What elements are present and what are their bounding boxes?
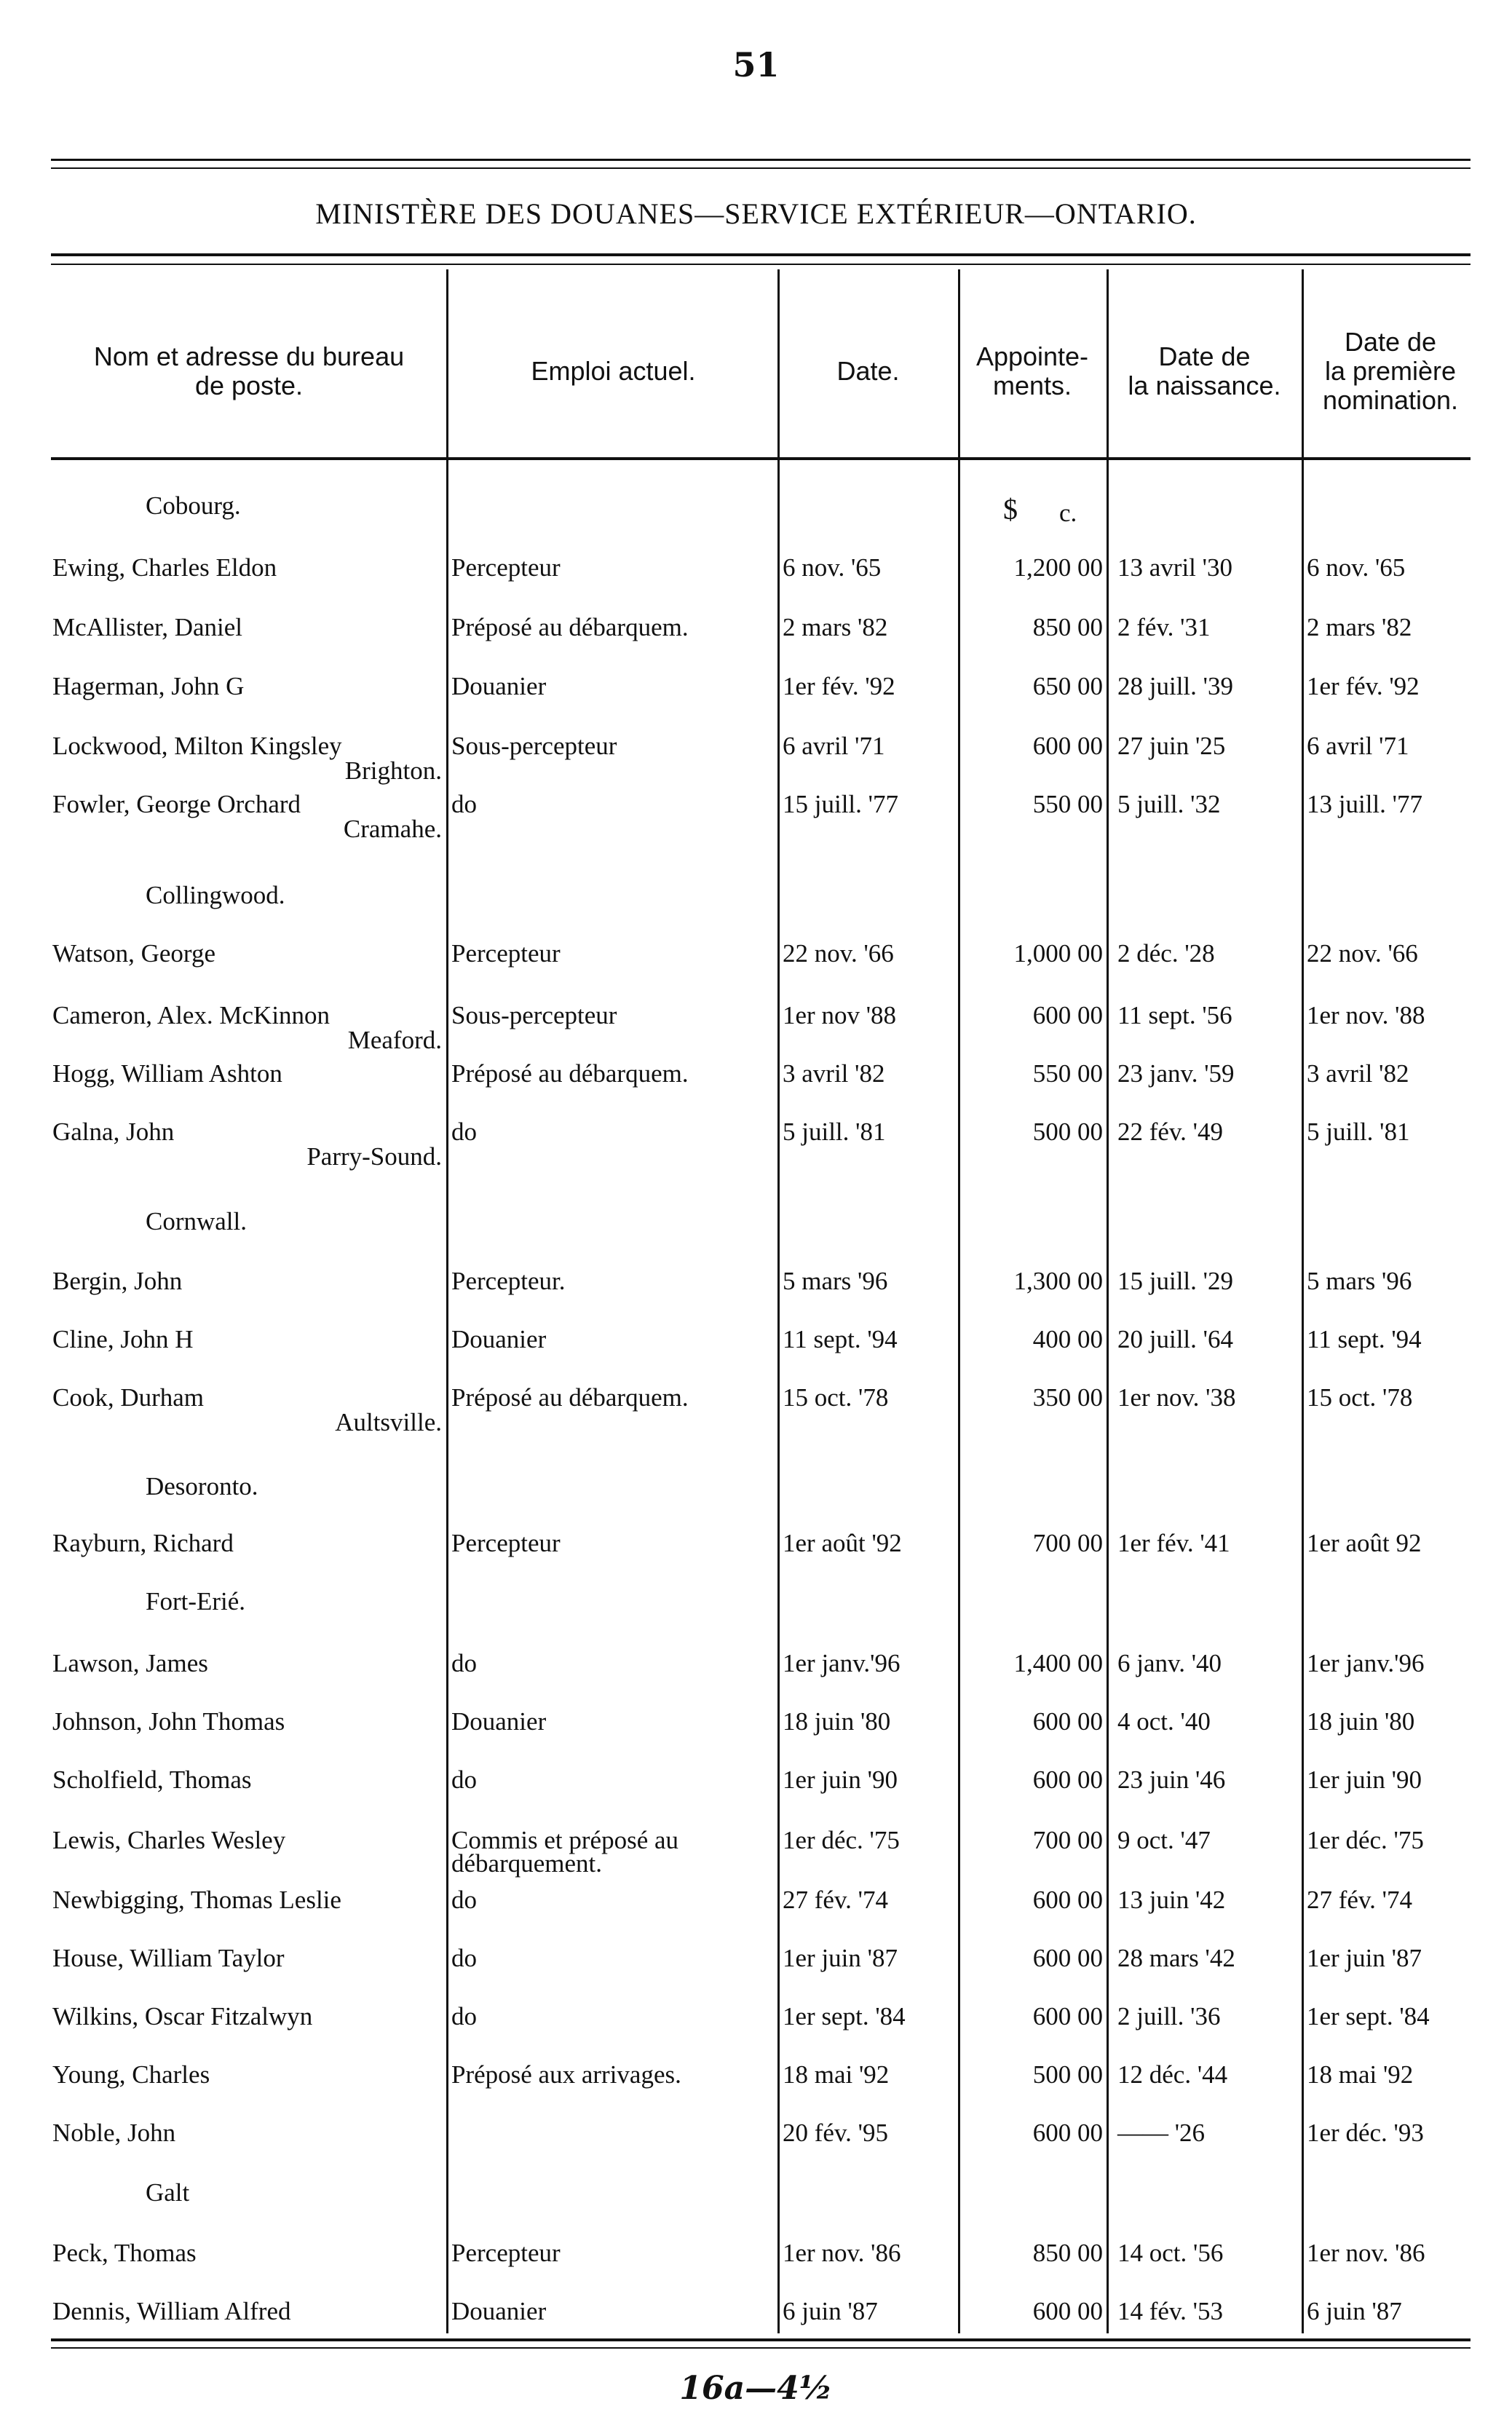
row-first-nomination: 27 fév. '74 xyxy=(1307,1886,1412,1914)
header-salary xyxy=(959,342,1105,400)
place-heading: Collingwood. xyxy=(146,881,285,909)
row-post-office: Brighton. xyxy=(344,756,442,785)
header-rule xyxy=(51,457,1471,460)
row-name: House, William Taylor xyxy=(52,1944,285,1972)
row-name: Newbigging, Thomas Leslie xyxy=(52,1886,341,1914)
col-divider-2 xyxy=(777,269,780,2333)
row-birth-date: 1er nov. '38 xyxy=(1117,1383,1236,1412)
row-employment: do xyxy=(451,1118,477,1146)
row-name: Rayburn, Richard xyxy=(52,1529,234,1557)
row-employment: Douanier xyxy=(451,1707,547,1736)
row-first-nomination: 3 avril '82 xyxy=(1307,1059,1409,1088)
page-number: 51 xyxy=(732,45,780,84)
top-rule-2 xyxy=(51,167,1471,169)
row-salary: 1,200 00 xyxy=(1013,553,1103,582)
row-first-nomination: 18 juin '80 xyxy=(1307,1707,1415,1736)
title-rule-1 xyxy=(51,253,1471,256)
row-first-nomination: 5 juill. '81 xyxy=(1307,1118,1410,1146)
row-birth-date: 14 fév. '53 xyxy=(1117,2297,1223,2325)
row-date: 15 oct. '78 xyxy=(783,1383,889,1412)
col-divider-4 xyxy=(1107,269,1109,2333)
row-salary: 600 00 xyxy=(1032,2002,1103,2030)
row-salary: 400 00 xyxy=(1032,1325,1103,1353)
row-salary: 700 00 xyxy=(1032,1826,1103,1854)
row-salary: 600 00 xyxy=(1032,1001,1103,1029)
row-first-nomination: 2 mars '82 xyxy=(1307,613,1412,641)
row-name: Wilkins, Oscar Fitzalwyn xyxy=(52,2002,313,2030)
row-birth-date: 9 oct. '47 xyxy=(1117,1826,1211,1854)
row-employment: Douanier xyxy=(451,672,547,700)
row-first-nomination: 1er nov. '86 xyxy=(1307,2239,1425,2267)
row-employment: Commis et préposé au xyxy=(451,1826,679,1854)
row-date: 2 mars '82 xyxy=(783,613,888,641)
row-name: Lewis, Charles Wesley xyxy=(52,1826,286,1854)
row-first-nomination: 5 mars '96 xyxy=(1307,1267,1412,1295)
row-date: 1er nov. '86 xyxy=(783,2239,901,2267)
row-employment: do xyxy=(451,1944,477,1972)
row-date: 3 avril '82 xyxy=(783,1059,885,1088)
row-employment: Percepteur xyxy=(451,939,561,968)
row-date: 6 avril '71 xyxy=(783,732,885,760)
row-date: 18 juin '80 xyxy=(783,1707,891,1736)
row-birth-date: 1er fév. '41 xyxy=(1117,1529,1230,1557)
row-first-nomination: 1er nov. '88 xyxy=(1307,1001,1425,1029)
row-date: 1er août '92 xyxy=(783,1529,902,1557)
row-birth-date: 20 juill. '64 xyxy=(1117,1325,1233,1353)
row-date: 20 fév. '95 xyxy=(783,2119,888,2147)
row-birth-date: 4 oct. '40 xyxy=(1117,1707,1211,1736)
place-heading: Cobourg. xyxy=(146,491,241,520)
row-first-nomination: 13 juill. '77 xyxy=(1307,790,1422,818)
row-date: 11 sept. '94 xyxy=(783,1325,898,1353)
header-salary-line1: Appointe- xyxy=(975,341,1089,371)
row-employment: Percepteur xyxy=(451,1529,561,1557)
row-date: 1er déc. '75 xyxy=(783,1826,900,1854)
row-name: Lockwood, Milton Kingsley xyxy=(52,732,342,760)
row-employment: do xyxy=(451,1649,477,1677)
row-salary: 550 00 xyxy=(1032,790,1103,818)
row-date: 18 mai '92 xyxy=(783,2060,890,2089)
row-birth-date: 14 oct. '56 xyxy=(1117,2239,1224,2267)
row-salary: 600 00 xyxy=(1032,2297,1103,2325)
row-birth-date: 13 avril '30 xyxy=(1117,553,1232,582)
row-salary: 500 00 xyxy=(1032,2060,1103,2089)
row-employment: Douanier xyxy=(451,2297,547,2325)
row-birth-date: 28 juill. '39 xyxy=(1117,672,1233,700)
header-birth xyxy=(1108,342,1301,400)
row-date: 1er sept. '84 xyxy=(783,2002,906,2030)
row-birth-date: 22 fév. '49 xyxy=(1117,1118,1223,1146)
row-post-office: Meaford. xyxy=(347,1026,442,1054)
header-birth-line1: Date de xyxy=(1158,341,1251,371)
row-birth-date: 5 juill. '32 xyxy=(1117,790,1221,818)
top-rule-1 xyxy=(51,159,1471,161)
row-name: Watson, George xyxy=(52,939,215,968)
row-first-nomination: 6 juin '87 xyxy=(1307,2297,1402,2325)
row-name: Johnson, John Thomas xyxy=(52,1707,285,1736)
row-first-nomination: 1er déc. '93 xyxy=(1307,2119,1424,2147)
row-employment: Préposé aux arrivages. xyxy=(451,2060,681,2089)
row-employment: do xyxy=(451,1886,477,1914)
row-name: Hagerman, John G xyxy=(52,672,245,700)
row-first-nomination: 15 oct. '78 xyxy=(1307,1383,1413,1412)
row-salary: 1,300 00 xyxy=(1013,1267,1103,1295)
row-employment: Percepteur. xyxy=(451,1267,566,1295)
header-employment: Emploi actuel. xyxy=(531,356,696,386)
row-birth-date: 23 juin '46 xyxy=(1117,1765,1226,1794)
row-employment: Sous-percepteur xyxy=(451,1001,617,1029)
row-name: Dennis, William Alfred xyxy=(52,2297,291,2325)
row-salary: 600 00 xyxy=(1032,1707,1103,1736)
row-first-nomination: 11 sept. '94 xyxy=(1307,1325,1422,1353)
row-first-nomination: 1er juin '87 xyxy=(1307,1944,1422,1972)
row-name: Young, Charles xyxy=(52,2060,210,2089)
row-salary: 600 00 xyxy=(1032,1944,1103,1972)
place-heading: Desoronto. xyxy=(146,1472,258,1500)
header-first-line3: nomination. xyxy=(1322,385,1459,415)
row-salary: 600 00 xyxy=(1032,1765,1103,1794)
header-name-line1: Nom et adresse du bureau xyxy=(93,341,405,371)
col-divider-1 xyxy=(446,269,448,2333)
header-first-line1: Date de xyxy=(1344,327,1437,357)
currency-dollar: $ xyxy=(1003,493,1018,526)
row-date: 5 mars '96 xyxy=(783,1267,888,1295)
row-birth-date: 12 déc. '44 xyxy=(1117,2060,1228,2089)
row-birth-date: 15 juill. '29 xyxy=(1117,1267,1233,1295)
row-first-nomination: 6 nov. '65 xyxy=(1307,553,1406,582)
row-date: 1er janv.'96 xyxy=(783,1649,901,1677)
row-salary: 850 00 xyxy=(1032,613,1103,641)
page-title: MINISTÈRE DES DOUANES—SERVICE EXTÉRIEUR—ONTARIO. xyxy=(315,197,1197,230)
row-employment: Préposé au débarquem. xyxy=(451,1383,689,1412)
row-employment: do xyxy=(451,1765,477,1794)
row-employment: do xyxy=(451,790,477,818)
header-salary-line2: ments. xyxy=(992,371,1072,400)
bottom-rule-2 xyxy=(51,2347,1471,2349)
header-first xyxy=(1303,328,1478,415)
footer-signature: 16a—4½ xyxy=(679,2370,833,2407)
row-name: Peck, Thomas xyxy=(52,2239,197,2267)
row-first-nomination: 1er déc. '75 xyxy=(1307,1826,1424,1854)
row-first-nomination: 1er sept. '84 xyxy=(1307,2002,1430,2030)
row-employment: Percepteur xyxy=(451,553,561,582)
row-birth-date: 2 fév. '31 xyxy=(1117,613,1211,641)
col-divider-5 xyxy=(1302,269,1304,2333)
row-salary: 600 00 xyxy=(1032,1886,1103,1914)
row-date: 5 juill. '81 xyxy=(783,1118,886,1146)
row-name: Fowler, George Orchard xyxy=(52,790,301,818)
row-date: 27 fév. '74 xyxy=(783,1886,888,1914)
row-salary: 500 00 xyxy=(1032,1118,1103,1146)
row-first-nomination: 18 mai '92 xyxy=(1307,2060,1414,2089)
row-post-office: Aultsville. xyxy=(335,1408,442,1436)
row-birth-date: 27 juin '25 xyxy=(1117,732,1226,760)
row-name: Cline, John H xyxy=(52,1325,194,1353)
row-employment: Préposé au débarquem. xyxy=(451,1059,689,1088)
row-name: Scholfield, Thomas xyxy=(52,1765,252,1794)
title-rule-2 xyxy=(51,264,1471,265)
row-birth-date: 6 janv. '40 xyxy=(1117,1649,1222,1677)
header-name-line2: de poste. xyxy=(194,371,304,400)
row-birth-date: 28 mars '42 xyxy=(1117,1944,1235,1972)
row-salary: 600 00 xyxy=(1032,732,1103,760)
row-birth-date: 23 janv. '59 xyxy=(1117,1059,1235,1088)
row-name: McAllister, Daniel xyxy=(52,613,243,641)
row-name: Bergin, John xyxy=(52,1267,183,1295)
row-first-nomination: 1er fév. '92 xyxy=(1307,672,1420,700)
row-post-office: Cramahe. xyxy=(343,815,442,843)
header-birth-line2: la naissance. xyxy=(1128,371,1281,400)
header-name xyxy=(52,342,446,400)
row-name: Lawson, James xyxy=(52,1649,208,1677)
row-salary: 650 00 xyxy=(1032,672,1103,700)
row-first-nomination: 22 nov. '66 xyxy=(1307,939,1418,968)
row-salary: 700 00 xyxy=(1032,1529,1103,1557)
bottom-rule-1 xyxy=(51,2338,1471,2341)
row-date: 6 nov. '65 xyxy=(783,553,882,582)
row-birth-date: —— '26 xyxy=(1117,2119,1206,2147)
header-date: Date. xyxy=(836,356,900,386)
place-heading: Cornwall. xyxy=(146,1207,248,1235)
row-birth-date: 11 sept. '56 xyxy=(1117,1001,1232,1029)
row-salary: 1,400 00 xyxy=(1013,1649,1103,1677)
row-first-nomination: 6 avril '71 xyxy=(1307,732,1409,760)
place-heading: Galt xyxy=(146,2178,190,2207)
row-post-office: Parry-Sound. xyxy=(306,1142,442,1171)
row-salary: 1,000 00 xyxy=(1013,939,1103,968)
row-salary: 350 00 xyxy=(1032,1383,1103,1412)
header-first-line2: la première xyxy=(1324,356,1457,386)
row-salary: 850 00 xyxy=(1032,2239,1103,2267)
row-employment-cont: débarquement. xyxy=(451,1849,602,1878)
row-name: Hogg, William Ashton xyxy=(52,1059,282,1088)
row-date: 22 nov. '66 xyxy=(783,939,894,968)
row-birth-date: 2 déc. '28 xyxy=(1117,939,1215,968)
place-heading: Fort-Erié. xyxy=(146,1587,246,1616)
row-employment: Préposé au débarquem. xyxy=(451,613,689,641)
currency-cents: c. xyxy=(1059,499,1077,527)
row-date: 1er juin '90 xyxy=(783,1765,898,1794)
row-name: Noble, John xyxy=(52,2119,176,2147)
row-employment: do xyxy=(451,2002,477,2030)
row-date: 1er juin '87 xyxy=(783,1944,898,1972)
row-birth-date: 2 juill. '36 xyxy=(1117,2002,1221,2030)
row-first-nomination: 1er juin '90 xyxy=(1307,1765,1422,1794)
row-name: Cook, Durham xyxy=(52,1383,205,1412)
row-employment: Percepteur xyxy=(451,2239,561,2267)
row-date: 15 juill. '77 xyxy=(783,790,898,818)
row-employment: Sous-percepteur xyxy=(451,732,617,760)
row-date: 1er fév. '92 xyxy=(783,672,895,700)
row-date: 6 juin '87 xyxy=(783,2297,878,2325)
row-date: 1er nov '88 xyxy=(783,1001,896,1029)
row-employment: Douanier xyxy=(451,1325,547,1353)
row-salary: 550 00 xyxy=(1032,1059,1103,1088)
row-name: Cameron, Alex. McKinnon xyxy=(52,1001,330,1029)
row-name: Ewing, Charles Eldon xyxy=(52,553,277,582)
row-salary: 600 00 xyxy=(1032,2119,1103,2147)
row-birth-date: 13 juin '42 xyxy=(1117,1886,1226,1914)
row-first-nomination: 1er janv.'96 xyxy=(1307,1649,1425,1677)
row-first-nomination: 1er août 92 xyxy=(1307,1529,1422,1557)
row-name: Galna, John xyxy=(52,1118,175,1146)
